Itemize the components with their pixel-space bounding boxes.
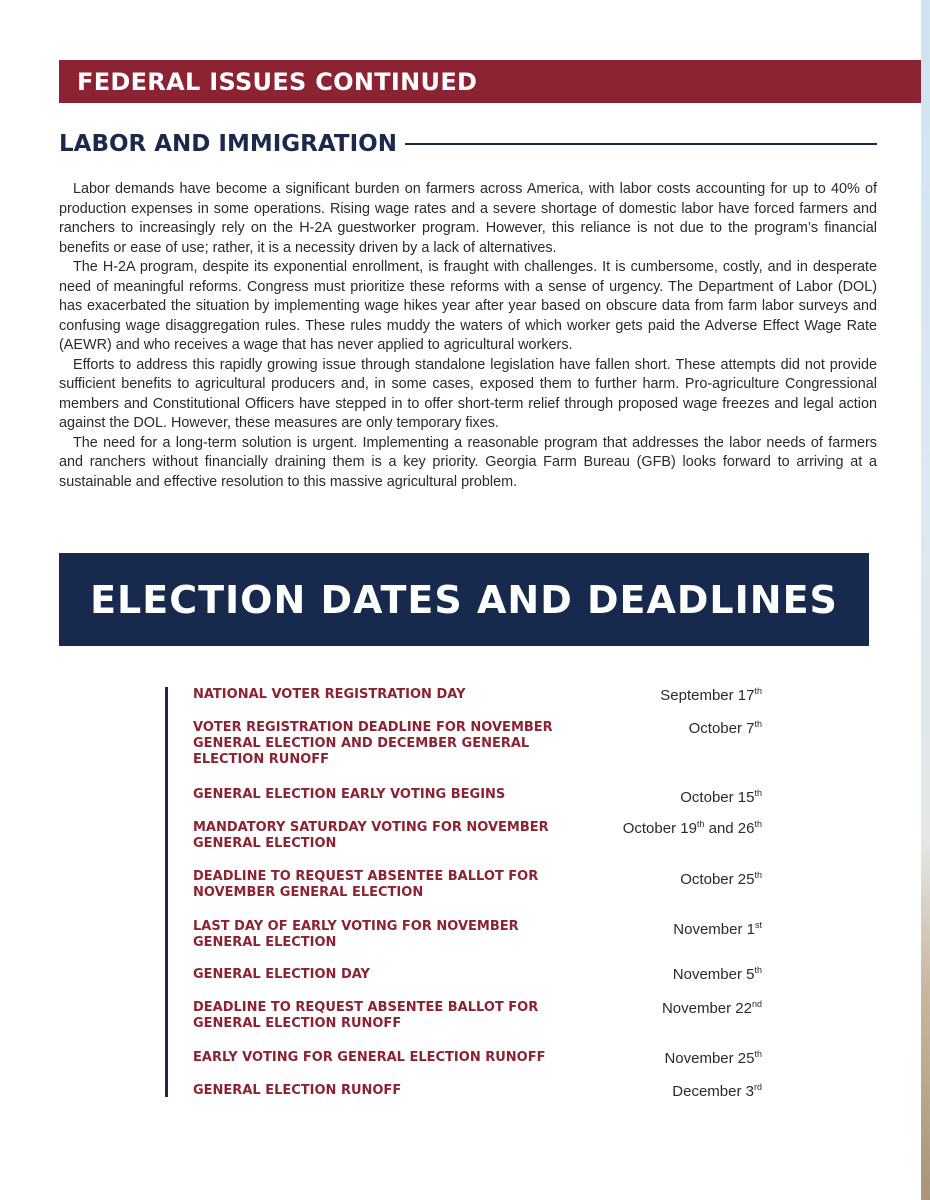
- date-value: November 1st: [673, 920, 762, 938]
- date-value: September 17th: [660, 686, 762, 704]
- date-value: October 25th: [680, 870, 762, 888]
- section-banner: [59, 60, 921, 103]
- paragraph: The H-2A program, despite its exponential enrollment, is fraught with challenges. It is cumbersome, costly, and in desperate need of meaningful reforms. Congress must prioritize these reforms with a sense of urgency. The Department of Labor (DOL) has exacerbated the situation by implementing wage hikes year after year based on obscure data from farm labor surveys and confusing wage disaggregation rules. These rules muddy the waters of which worker gets paid the Adverse Effect Wage Rate (AEWR) and who receives a wage that has never applied to agricultural workers.: [59, 259, 877, 353]
- paragraph: The need for a long-term solution is urgent. Implementing a reasonable program that addresses the labor needs of farmers and ranchers without financially draining them is a key priority. Georgia Farm Bureau (GFB) looks forward to arriving at a sustainable and effective resolution to this massive agricultural problem.: [59, 434, 877, 490]
- article-title: LABOR AND IMMIGRATION: [59, 131, 397, 157]
- section-title: FEDERAL ISSUES CONTINUED: [77, 67, 478, 96]
- date-value: December 3rd: [672, 1082, 762, 1100]
- date-label: EARLY VOTING FOR GENERAL ELECTION RUNOFF: [193, 1050, 546, 1065]
- date-value: October 19th and 26th: [622, 819, 762, 837]
- date-value: October 7th: [688, 719, 762, 737]
- date-label: DEADLINE TO REQUEST ABSENTEE BALLOT FOR GENERAL ELECTION RUNOFF: [193, 1000, 539, 1031]
- article-heading: [59, 128, 877, 160]
- date-value: November 5th: [672, 965, 762, 983]
- dates-vertical-rule: [165, 687, 168, 1097]
- date-value: November 22nd: [661, 999, 762, 1017]
- article-body: [59, 180, 877, 492]
- date-label: NATIONAL VOTER REGISTRATION DAY: [193, 687, 466, 702]
- date-label: LAST DAY OF EARLY VOTING FOR NOVEMBER GENERAL ELECTION: [193, 919, 519, 950]
- paragraph: Labor demands have become a significant burden on farmers across America, with labor costs accounting for up to 40% of production expenses in some operations. Rising wage rates and a severe shortage of domestic labor have forced farmers and ranchers to increasingly rely on the H-2A guestworker program. However, this reliance is not due to the program’s financial benefits or ease of use; rather, it is a necessity driven by a lack of alternatives.: [59, 181, 877, 256]
- date-label: VOTER REGISTRATION DEADLINE FOR NOVEMBER GENERAL ELECTION AND DECEMBER GENERAL ELECTION RUNOFF: [193, 720, 553, 767]
- election-title: ELECTION DATES AND DEADLINES: [90, 577, 838, 622]
- date-label: DEADLINE TO REQUEST ABSENTEE BALLOT FOR NOVEMBER GENERAL ELECTION: [193, 869, 539, 900]
- date-value: November 25th: [664, 1049, 762, 1067]
- date-value: October 15th: [680, 788, 762, 806]
- date-label: GENERAL ELECTION RUNOFF: [193, 1083, 402, 1098]
- date-label: MANDATORY SATURDAY VOTING FOR NOVEMBER GENERAL ELECTION: [193, 820, 549, 851]
- election-banner: [59, 553, 869, 646]
- date-label: GENERAL ELECTION DAY: [193, 967, 370, 982]
- paragraph: Efforts to address this rapidly growing issue through standalone legislation have fallen short. These attempts did not provide sufficient benefits to agricultural producers and, in some cases, exposed them to further harm. Pro-agriculture Congressional members and Constitutional Officers have stepped in to offer short-term relief through proposed wage freezes and legal action against the DOL. However, these measures are only temporary fixes.: [59, 356, 877, 431]
- page-edge-photo-strip: [921, 0, 930, 1200]
- date-label: GENERAL ELECTION EARLY VOTING BEGINS: [193, 787, 506, 802]
- heading-rule: [405, 143, 877, 145]
